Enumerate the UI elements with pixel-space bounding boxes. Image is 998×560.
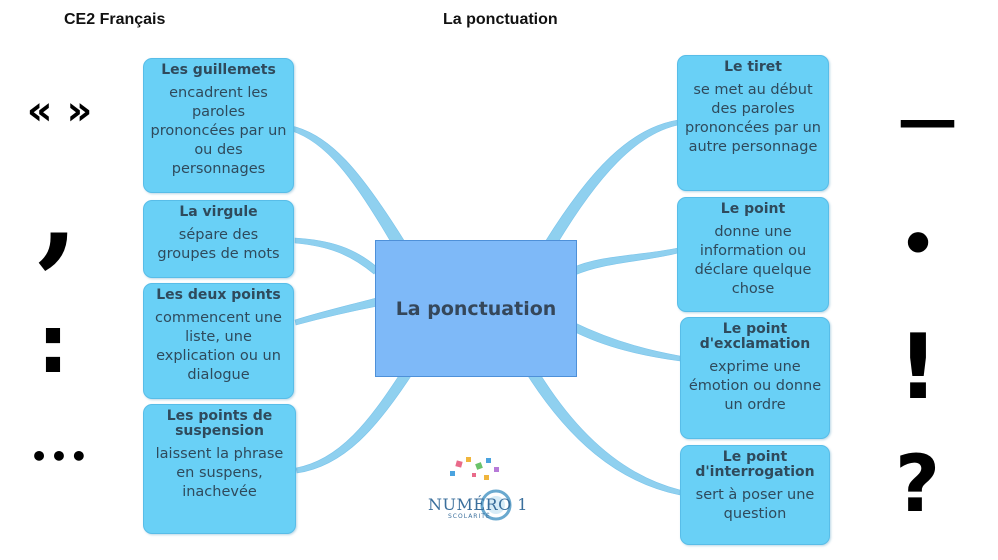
node-title: Les points de suspension <box>166 408 273 439</box>
node-title: Le tiret <box>724 59 782 75</box>
subject-title: CE2 Français <box>64 11 166 28</box>
node-title: Le point <box>720 201 786 217</box>
logo-subtitle: SCOLARITÉ <box>448 513 491 520</box>
node-title: La virgule <box>179 204 258 220</box>
question-symbol: ? <box>894 440 941 530</box>
node-title: Les deux points <box>156 287 281 303</box>
node-desc: encadrent les paroles prononcées par un ou des personnages <box>150 85 287 177</box>
node-desc: sert à poser une question <box>695 487 815 522</box>
link-suspension <box>296 374 411 473</box>
node-desc: sépare des groupes de mots <box>157 227 280 262</box>
node-tiret[interactable] <box>677 55 829 191</box>
link-tiret <box>545 120 678 244</box>
link-exclamation <box>571 322 680 361</box>
node-guillemets[interactable] <box>143 58 294 193</box>
node-deux-points[interactable] <box>143 283 294 399</box>
node-interrogation[interactable] <box>680 445 830 545</box>
period-symbol: • <box>899 210 937 278</box>
link-guillemets <box>292 126 405 244</box>
node-title: Le point d'interrogation <box>695 449 815 480</box>
link-point <box>572 248 678 275</box>
node-desc: exprime une émotion ou donne un ordre <box>688 359 822 413</box>
central-topic: La ponctuation <box>375 240 577 377</box>
guillemets-symbol: « » <box>26 88 93 134</box>
node-suspension[interactable] <box>143 404 296 534</box>
node-desc: laissent la phrase en suspens, inachevée <box>155 446 284 500</box>
logo-brand: NUMÉRO 1 <box>428 495 528 514</box>
node-title: Le point d'exclamation <box>699 321 811 352</box>
colon-symbol: : <box>37 298 69 391</box>
link-deux-points <box>295 298 378 325</box>
ellipsis-symbol: ••• <box>30 440 90 473</box>
comma-symbol: , <box>37 139 79 280</box>
node-exclamation[interactable] <box>680 317 830 439</box>
link-interrogation <box>528 374 680 495</box>
node-desc: donne une information ou déclare quelque chose <box>694 224 812 297</box>
link-virgule <box>295 238 378 274</box>
node-desc: se met au début des paroles prononcées par un autre personnage <box>685 82 821 155</box>
node-point[interactable] <box>677 197 829 312</box>
node-virgule[interactable] <box>143 200 294 278</box>
node-desc: commencent une liste, une explication ou un dialogue <box>155 310 282 383</box>
numero1-logo <box>428 455 528 535</box>
node-title: Les guillemets <box>161 62 276 78</box>
page-title: La ponctuation <box>443 11 558 28</box>
exclamation-symbol: ! <box>897 315 939 420</box>
dash-symbol: — <box>897 85 958 155</box>
